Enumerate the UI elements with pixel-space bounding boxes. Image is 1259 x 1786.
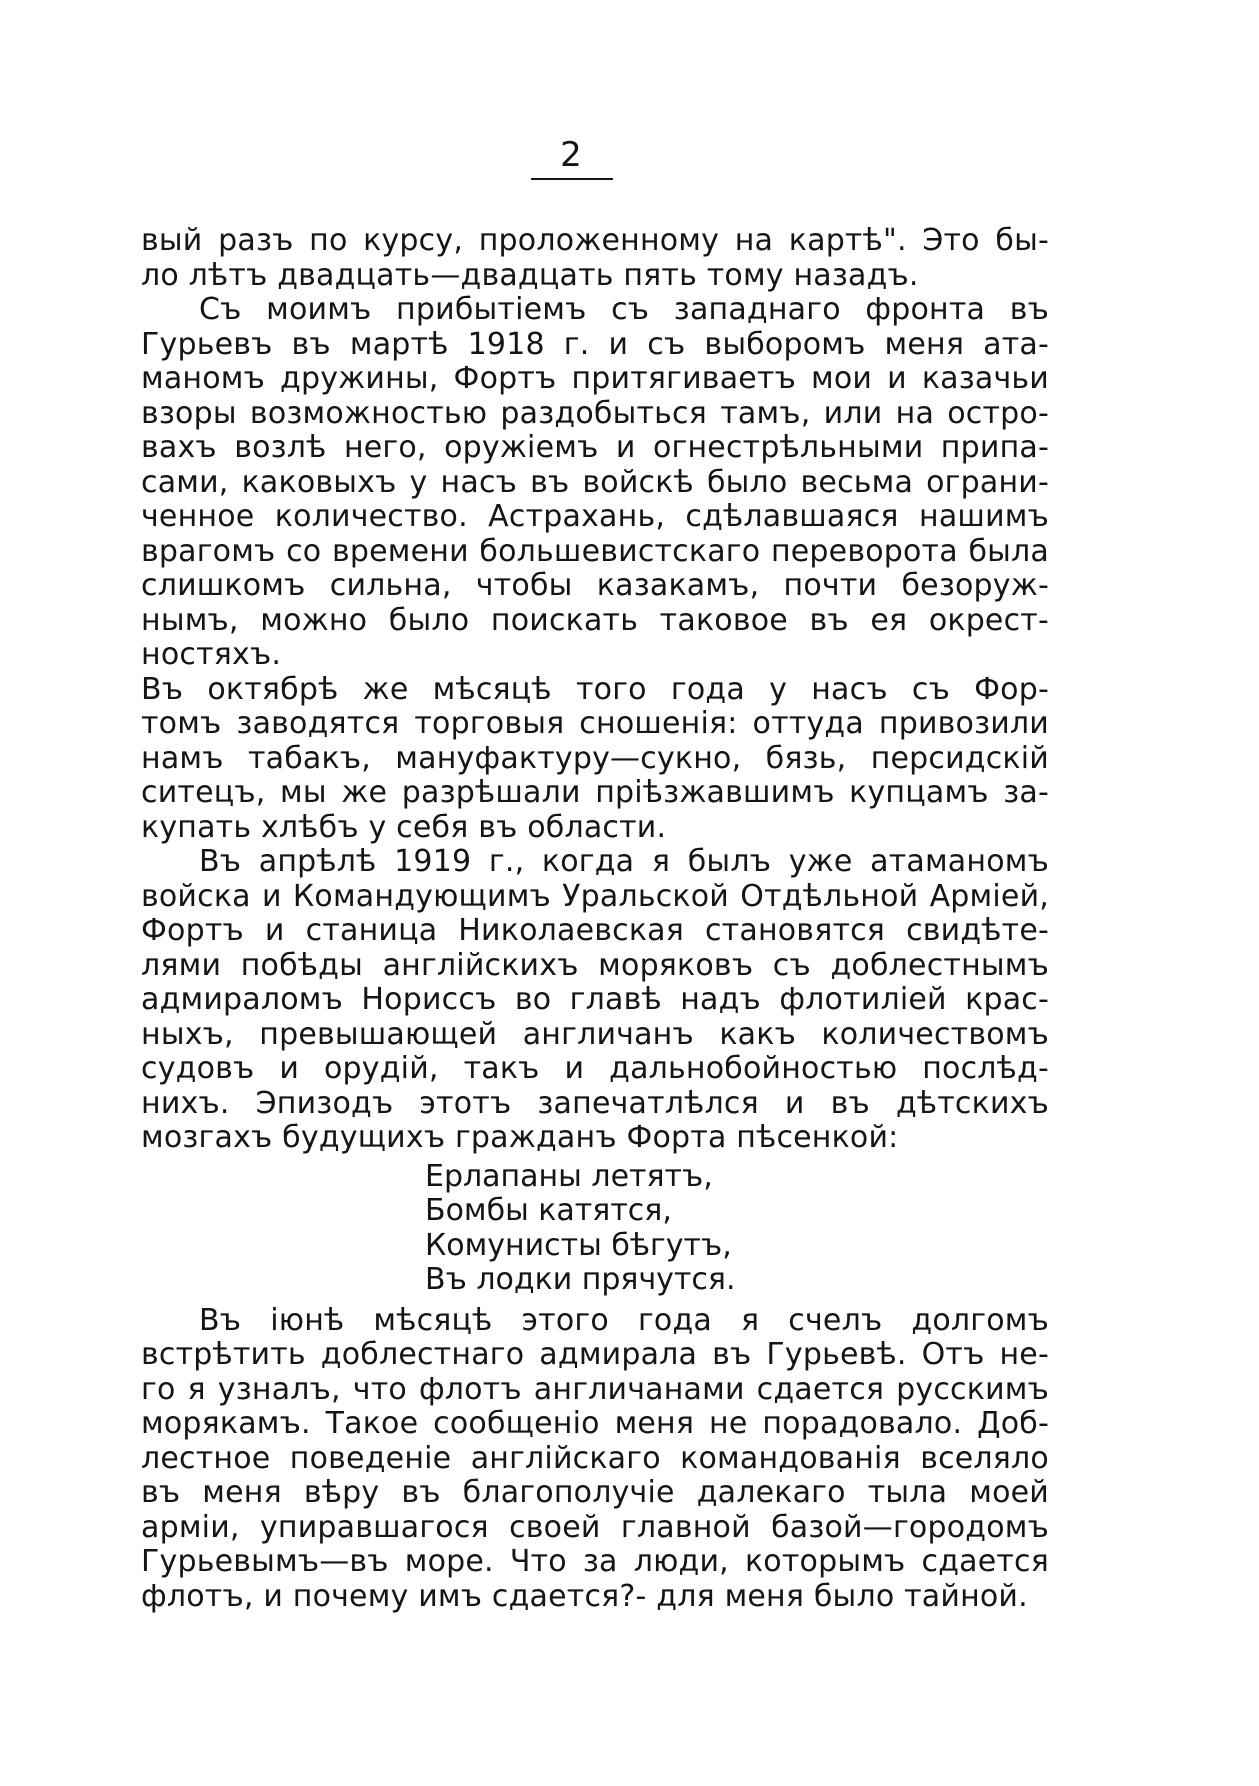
text-line: Въ апрѣлѣ 1919 г., когда я былъ уже атаманомъ [199,844,1049,879]
body-text [141,224,1049,1614]
text-line: въ меня вѣру въ благополучiе далекаго тыла моей [141,1475,1049,1510]
paragraph-continuation [141,224,1049,293]
paragraph-arrival [141,293,1049,673]
text-line: армiи, упиравшагося своей главной базой—городомъ [141,1509,1049,1545]
text-line: намъ табакъ, мануфактуру—сукно, бязь, персидскiй [141,740,1049,776]
verse-line: Ерлапаны летятъ, [425,1158,713,1194]
text-line: встрѣтить доблестнаго адмирала въ Гурьевѣ. Отъ не- [141,1337,1049,1372]
text-line: сами, каковыхъ у насъ въ войскѣ было весьма ограни- [141,464,1049,500]
text-line: нихъ. Эпизодъ этотъ запечатлѣлся и въ дѣтскихъ [141,1085,1049,1121]
text-line: ло лѣтъ двадцать—двадцать пять тому назадъ. [141,257,919,293]
text-line: морякамъ. Такое сообщенiо меня не порадовало. Доб- [141,1406,1049,1441]
text-line: купать хлѣбъ у себя въ области. [141,809,667,845]
text-line: взоры возможностью раздобыться тамъ, или на остро- [141,395,1049,431]
text-line: ностяхъ. [141,637,282,672]
text-line: лестное поведенiе англiйскаго командованiя вселяло [141,1440,1049,1476]
text-line: маномъ дружины, Фортъ притягиваетъ мои и казачьи [141,361,1049,396]
verse-line: Въ лодки прячутся. [425,1262,736,1297]
text-line: судовъ и орудiй, такъ и дальнобойностью послѣд- [141,1051,1049,1086]
paragraph-trade [141,673,1049,846]
text-line: слишкомъ сильна, чтобы казакамъ, почти безоруж- [141,568,1049,603]
text-line: нымъ, можно было поискать таковое въ ея окрест- [141,602,1049,638]
text-line: ченное количество. Астрахань, сдѣлавшаяся нашимъ [141,499,1049,534]
text-line: адмираломъ Норисcъ во главѣ надъ флотилiей крас- [141,982,1049,1017]
text-line: Гурьевъ въ мартѣ 1918 г. и съ выборомъ меня ата- [141,326,1049,362]
text-line: вый разъ по курсу, проложенному на картѣ". Это бы- [141,223,1049,258]
verse-line: Комунисты бѣгутъ, [425,1227,732,1263]
text-line: Гурьевымъ—въ море. Что за люди, которымъ сдается [141,1544,1049,1579]
text-line: Въ iюнѣ мѣсяцѣ этого года я счелъ долгомъ [199,1302,1049,1338]
verse-line: Бомбы катятся, [425,1193,672,1228]
text-line: ныхъ, превышающей англичанъ какъ количествомъ [141,1016,1049,1052]
text-line: вахъ возлѣ него, оружiемъ и огнестрѣльными припа- [141,430,1049,465]
page-number-rule [531,178,613,180]
text-line: Съ моимъ прибытiемъ съ западнаго фронта въ [199,292,1049,327]
text-line: томъ заводятся торговыя сношенiя: оттуда привозили [141,706,1049,741]
text-line: Въ октябрѣ же мѣсяцѣ того года у насъ съ Фор- [141,671,1049,707]
verse-block [425,1160,1049,1298]
text-line: лями побѣды англiйскихъ моряковъ съ доблестнымъ [141,947,1049,983]
text-line: ситецъ, мы же разрѣшали прiѣзжавшимъ купцамъ за- [141,775,1049,810]
paragraph-admiral-meeting [141,1304,1049,1615]
text-line: войска и Командующимъ Уральской Отдѣльной Армiей, [141,878,1049,914]
page-number: 2 [560,135,582,175]
text-line: флотъ, и почему имъ сдается?- для меня было тайной. [141,1578,1028,1614]
text-line: врагомъ со времени большевистскаго переворота была [141,533,1049,569]
text-line: мозгахъ будущихъ гражданъ Форта пѣсенкой: [141,1120,899,1155]
text-line: го я узналъ, что флотъ англичанами сдается русскимъ [141,1371,1049,1407]
paragraph-victory [141,845,1049,1156]
text-line: Фортъ и станица Николаевская становятся свидѣте- [141,913,1049,948]
